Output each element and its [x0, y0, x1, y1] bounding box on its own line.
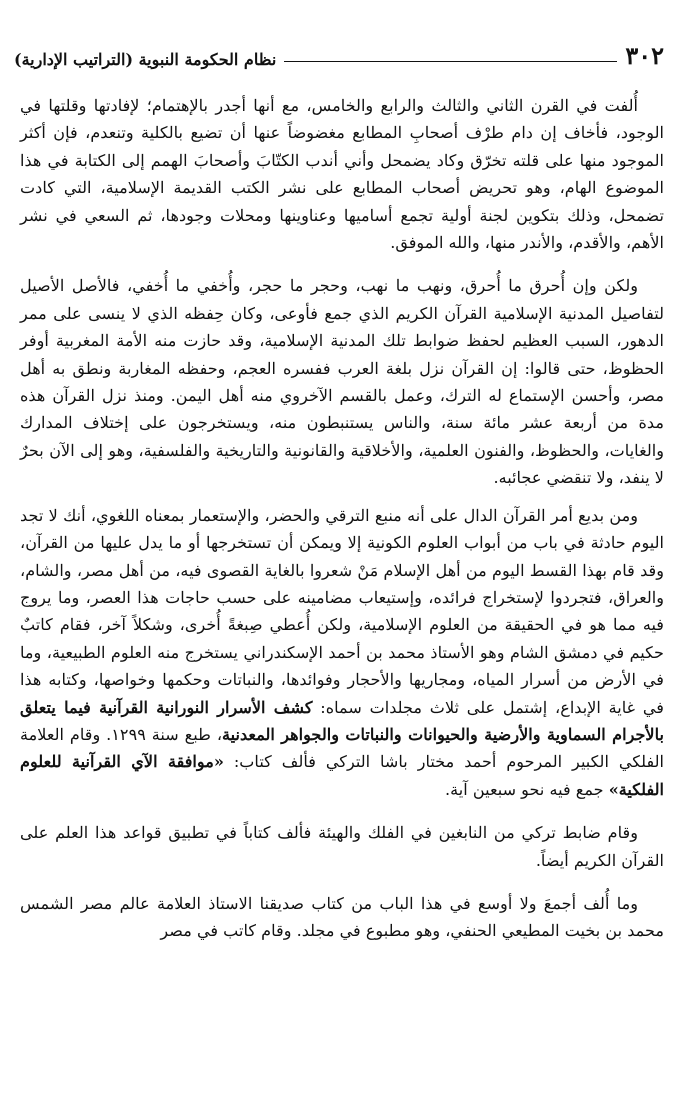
- book-title: كشف الأسرار النورانية القرآنية فيما يتعلق بالأجرام السماوية والأرضية والحيوانات والنباتات والجواهر المعدنية: [20, 697, 664, 744]
- paragraph-text: ومن بديع أمر القرآن الدال على أنه منبع الترقي والحضر، والإستعمار بمعناه اللغوي، أنك لا تجد اليوم حادثة في باب من أبواب العلوم الكونية إلا ويمكن أن تستخرجها أو ما يدل عليها من القرآن، وقد قام بهذا القسط اليوم من أهل الإسلام مَنْ شعروا بالغاية القصوى فيه، من أهل مصر، والشام، والعراق، فتجردوا لإستخراج فرائده، وإستيعاب مضامينه على حسب حاجات هذا العصر، وما يروج فيه مما هو في الحقيقة من العلوم الإسلامية، ولكن أُعطي صِبغةً أُخرى، وشكلاً آخر، فقام كاتبٌ حكيم في دمشق الشام وهو الأستاذ محمد بن أحمد الإسكندراني يستخرج منه العلوم الطبيعية، وما في الأرض من أسرار المياه، ومجاريها والأحجار وفوائدها، والنباتات وحكمها وخواصها، وكتابه هذا في غاية الإبداع، إشتمل على ثلاث مجلدات سماه:: [20, 505, 664, 717]
- paragraph-text: ، طبع سنة ١٢٩٩. وقام العلامة الفلكي الكبير المرحوم أحمد مختار باشا التركي فألف كتاب:: [20, 724, 665, 772]
- page-body: [20, 92, 664, 945]
- paragraph-1: [20, 92, 664, 256]
- paragraph-text: وقام ضابط تركي من النابغين في الفلك والهيئة فألف كتاباً في تطبيق قواعد هذا العلم على القرآن الكريم أيضاً.: [20, 823, 664, 870]
- page-header: [14, 34, 664, 68]
- paragraph-text: جمع فيه نحو سبعين آية.: [445, 779, 609, 799]
- header-rule: [284, 61, 617, 62]
- paragraph-2: [20, 272, 664, 491]
- paragraph-5: [20, 890, 664, 945]
- running-title: نظام الحكومة النبوية (التراتيب الإدارية): [14, 50, 277, 69]
- paragraph-text: وما أُلف أجمعَ ولا أوسع في هذا الباب من كتاب صديقنا الاستاذ العلامة عالم مصر الشمس محمد بن بخيت المطيعي الحنفي، وهو مطبوع في مجلد. وقام كاتب في مصر: [20, 893, 664, 941]
- paragraph-4: [20, 819, 664, 874]
- paragraph-text: أُلفت في القرن الثاني والثالث والرابع والخامس، مع أنها أجدر بالإهتمام؛ لإفادتها وقلتها في الوجود، فأخاف إن دام طرْف أصحابِ المطابع مغضوضاً عنها أن تضيع بالكلية وتنعدم، فإن أكثر الموجود منها على قلته تخرّق وكاد يضمحل وأني أندب الكتّابَ وأصحابَ الهمم إلى الكتابة في هذا الموضوع الهام، وهو تحريض أصحاب المطابع على نشر الكتب القديمة الإسلامية، التي كادت تضمحل، وذلك بتكوين لجنة أولية تجمع أساميها وعناوينها ومحلات وجودها، ثم السعي في نشر الأهم، والأقدم، والأندر منها، والله الموفق.: [20, 96, 664, 253]
- paragraph-text: ولكن وإن أُحرق ما أُحرق، ونهب ما نهب، وحجر ما حجر، وأُخفي ما أُخفي، فالأصل الأصيل لتفاصيل المدنية الإسلامية القرآن الكريم الذي جمع فأوعى، وكان حِفظه الذي لا ينسى على ممر الدهور، السبب العظيم لحفظ ضوابط تلك المدنية الإسلامية، وقد حازت منه الأمة المغربية أوفر الحظوظ، حتى قالوا: إن القرآن نزل بلغة العرب ففسره العجم، وحفظه المغاربة ونطق به أهل مصر، وأحسن الإستماع له الترك، وعمل بالقسم الآخروي منه أهل اليمن. ومنذ نزل القرآن هذه مدة من أربعة عشر مائة سنة، والناس يستنبطون منه، ويستخرجون على إختلاف المدارك والغايات، والحظوظ، والفنون العلمية، والأخلاقية والقانونية والتاريخية والفلسفية، وهو إلى الآن بحرٌ لا ينفد، ولا تنقضي عجائبه.: [20, 276, 664, 488]
- book-title: «موافقة الآي القرآنية للعلوم الفلكية»: [20, 752, 664, 799]
- page-number: ٣٠٢: [625, 41, 664, 70]
- paragraph-3: [20, 502, 664, 803]
